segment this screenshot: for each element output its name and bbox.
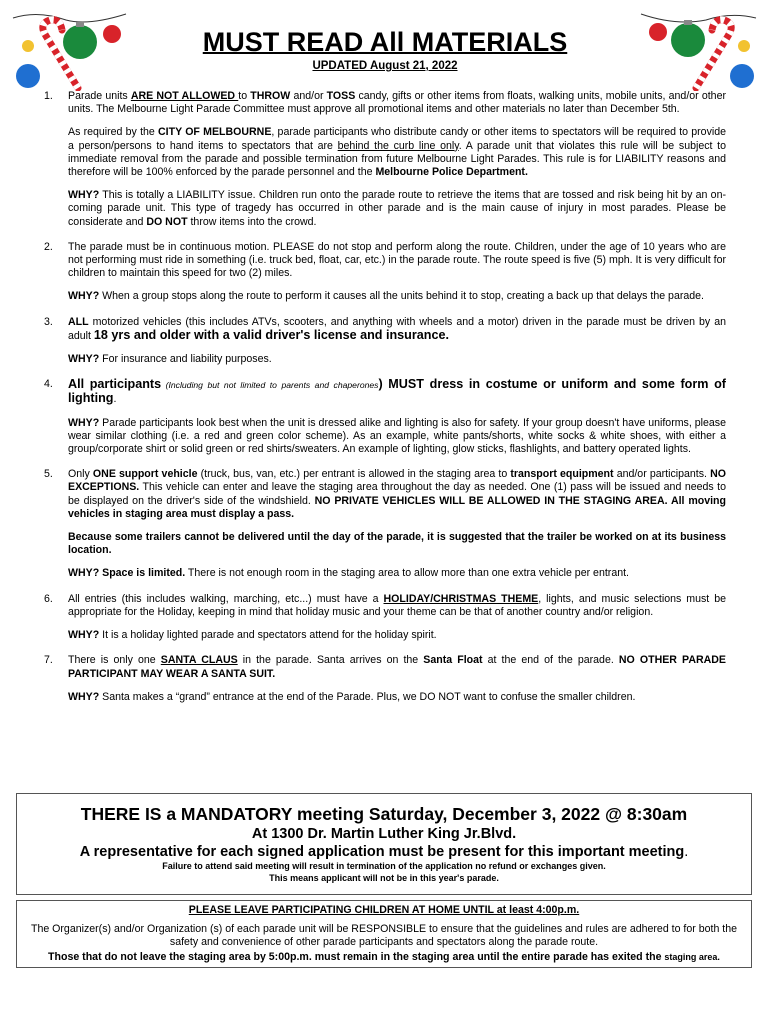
children-notice-box bbox=[16, 900, 752, 968]
rule-number: 7. bbox=[44, 654, 53, 667]
rule-7 bbox=[30, 654, 726, 704]
rule-1 bbox=[30, 90, 726, 229]
mandatory-meeting-box bbox=[16, 793, 752, 895]
rule-why: WHY? Space is limited. There is not enough room in the staging area to allow more than one extra vehicle per entrant. bbox=[68, 567, 629, 580]
rule-number: 3. bbox=[44, 315, 53, 328]
notice-staging: Those that do not leave the staging area by 5:00p.m. must remain in the staging area until the entire parade has exited the staging area. bbox=[48, 950, 720, 963]
rule-text: There is only one SANTA CLAUS in the parade. Santa arrives on the Santa Float at the end of the parade. NO OTHER PARADE PARTICIPANT MAY WEAR A SANTA SUIT. bbox=[68, 654, 726, 680]
rule-3 bbox=[30, 316, 726, 367]
rule-6 bbox=[30, 593, 726, 643]
rule-text: All participants (Including but not limited to parents and chaperones) MUST dress in costume or uniform and some form of lighting. bbox=[68, 377, 726, 406]
rule-text: Only ONE support vehicle (truck, bus, van, etc.) per entrant is allowed in the staging area to transport equipment and/or participants. NO EXCEPTIONS. This vehicle can enter and leave the staging area throughout the day as needed. One (1) pass will be issued and needs to be displayed on the driver's side of the windshield. NO PRIVATE VEHICLES WILL BE ALLOWED IN THE STAGING AREA. All moving vehicles in staging area must display a pass. bbox=[68, 468, 726, 520]
rule-why: WHY? Parade participants look best when the unit is dressed alike and lighting is also for safety. If your group doesn't have uniforms, please wear similar clothing (i.e. a red and green color scheme). As an example, white pants/shorts, white socks & white shoes, with either a group/corporate shirt or solid green or red shirts/sweaters. An example of lighting, glow sticks, flashlights, and battery operated lights. bbox=[68, 416, 726, 456]
rule-number: 5. bbox=[44, 468, 53, 481]
rule-why: WHY? It is a holiday lighted parade and spectators attend for the holiday spirit. bbox=[68, 629, 437, 642]
rule-text: Parade units ARE NOT ALLOWED to THROW and/or TOSS candy, gifts or other items from floats, walking units, mobile units, and/or other units. The Melbourne Light Parade Committee must approve all promotional items and other materials no later than December 5th. bbox=[68, 90, 726, 116]
rule-5 bbox=[30, 468, 726, 580]
updated-date: UPDATED August 21, 2022 bbox=[312, 60, 458, 72]
rule-why: WHY? This is totally a LIABILITY issue. Children run onto the parade route to retrieve the items that are tossed and risk being hit by an on-coming parade unit. This type of tragedy has occurred in other parade and is the main cause of injury in most parades. Please be considerate and DO NOT throw items into the crowd. bbox=[68, 189, 726, 228]
meeting-title: THERE IS a MANDATORY meeting Saturday, December 3, 2022 @ 8:30am bbox=[80, 804, 688, 824]
rule-2 bbox=[30, 241, 726, 304]
rule-text: ALL motorized vehicles (this includes ATVs, scooters, and anything with wheels and a motor) driven in the parade must be driven by an adult 18 yrs and older with a valid driver's license and insurance. bbox=[68, 315, 726, 342]
rule-4 bbox=[30, 378, 726, 456]
page-title: MUST READ All MATERIALS bbox=[202, 27, 568, 57]
rule-why: WHY? Santa makes a “grand” entrance at the end of the Parade. Plus, we DO NOT want to confuse the smaller children. bbox=[68, 690, 636, 703]
rule-number: 2. bbox=[44, 240, 53, 253]
rule-text: Because some trailers cannot be delivered until the day of the parade, it is suggested that the trailer be worked on at its business location. bbox=[68, 531, 726, 557]
meeting-representative: A representative for each signed application must be present for this important meeting. bbox=[79, 844, 689, 860]
rule-number: 6. bbox=[44, 592, 53, 605]
meeting-location: At 1300 Dr. Martin Luther King Jr.Blvd. bbox=[251, 826, 517, 842]
notice-body: The Organizer(s) and/or Organization (s) of each parade unit will be RESPONSIBLE to ensure that the guidelines and rules are adhered to for both the safety and convenience of other parade participants and spectators along the parade route. bbox=[30, 923, 738, 949]
rule-why: WHY? When a group stops along the route to perform it causes all the units behind it to stop, creating a back up that delays the parade. bbox=[68, 290, 704, 303]
rule-text: The parade must be in continuous motion. PLEASE do not stop and perform along the route. Children, under the age of 10 years who are not performing must ride in something (i.e. truck bed, float, car, etc.) in the parade route. The route speed is five (5) mph. It is very difficult for children to maintain this speed for two (2) miles. bbox=[68, 240, 726, 280]
rule-text: As required by the CITY OF MELBOURNE, parade participants who distribute candy or other items to spectators will be required to provide a person/persons to hand items to spectators that are behind the curb line only. A parade unit that violates this rule will be subject to immediate removal from the parade and possible termination from future Melbourne Light Parades. This rule is for LIABILITY reasons and therefore will be 100% enforced by the parade personnel and the Melbourne Police Department. bbox=[68, 126, 726, 179]
rule-number: 4. bbox=[44, 378, 53, 391]
rules-list bbox=[30, 90, 726, 716]
meeting-note: This means applicant will not be in this year's parade. bbox=[269, 872, 499, 883]
rule-number: 1. bbox=[44, 90, 53, 102]
rule-why: WHY? For insurance and liability purposes. bbox=[68, 353, 272, 366]
notice-title: PLEASE LEAVE PARTICIPATING CHILDREN AT HOME UNTIL at least 4:00p.m. bbox=[188, 904, 580, 916]
meeting-note: Failure to attend said meeting will result in termination of the application no refund or exchanges given. bbox=[162, 861, 606, 871]
rule-text: All entries (this includes walking, marching, etc...) must have a HOLIDAY/CHRISTMAS THEME, lights, and music selections must be appropriate for the Holiday, keeping in mind that holiday music and your theme can be that of another country and/or religion. bbox=[68, 592, 727, 618]
